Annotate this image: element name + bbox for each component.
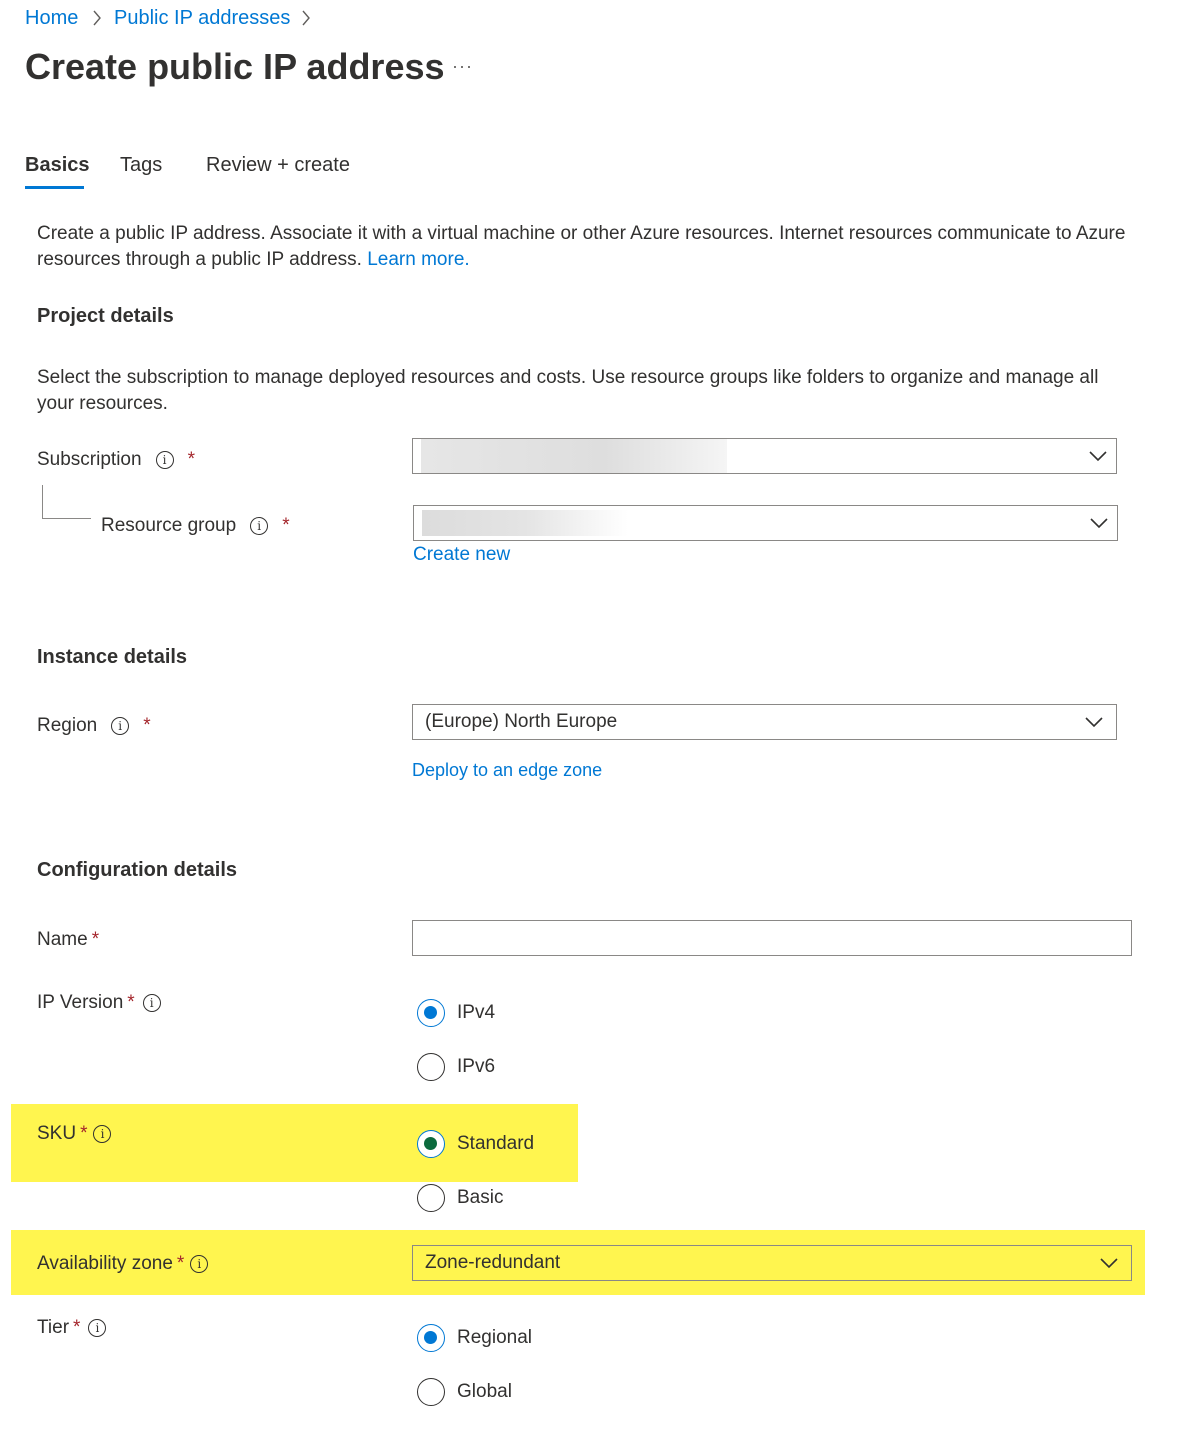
- page-title: Create public IP address: [25, 46, 445, 87]
- tier-global-label: Global: [457, 1381, 512, 1402]
- radio-checked-icon: [417, 999, 445, 1027]
- tier-regional-radio[interactable]: [417, 1324, 532, 1352]
- name-input[interactable]: [412, 920, 1132, 956]
- radio-unchecked-icon: [417, 1378, 445, 1406]
- resource-group-select[interactable]: [413, 505, 1118, 541]
- availability-zone-label-text: Availability zone: [37, 1253, 173, 1274]
- tier-label: [37, 1316, 106, 1340]
- info-icon[interactable]: i: [156, 451, 174, 469]
- resource-group-label-text: Resource group: [101, 515, 237, 536]
- region-select-value: (Europe) North Europe: [425, 711, 618, 732]
- instance-details-heading: Instance details: [37, 646, 188, 668]
- breadcrumb-public-ip-link[interactable]: Public IP addresses: [114, 7, 291, 29]
- info-icon[interactable]: i: [143, 994, 161, 1012]
- ip-version-ipv4-radio[interactable]: [417, 999, 495, 1027]
- required-asterisk: *: [282, 515, 290, 536]
- required-asterisk: *: [91, 929, 100, 950]
- info-icon[interactable]: i: [88, 1319, 106, 1337]
- redacted-subscription-value: [421, 439, 727, 473]
- sku-standard-label: Standard: [457, 1133, 535, 1154]
- tier-label-text: Tier: [37, 1317, 70, 1338]
- chevron-down-icon: [1099, 1257, 1119, 1269]
- active-tab-indicator: [25, 186, 84, 189]
- redacted-resource-group-value: [422, 510, 628, 536]
- availability-zone-select[interactable]: [412, 1245, 1132, 1281]
- radio-unchecked-icon: [417, 1053, 445, 1081]
- sku-basic-radio[interactable]: [417, 1184, 503, 1212]
- region-select[interactable]: [412, 704, 1117, 740]
- sku-label-text: SKU: [37, 1123, 77, 1144]
- radio-checked-icon: [417, 1130, 445, 1158]
- create-new-resource-group-link[interactable]: Create new: [413, 544, 511, 565]
- deploy-edge-zone-link[interactable]: Deploy to an edge zone: [412, 760, 603, 780]
- radio-unchecked-icon: [417, 1184, 445, 1212]
- chevron-down-icon: [1084, 716, 1104, 728]
- learn-more-link[interactable]: Learn more.: [367, 249, 470, 270]
- sku-label: [37, 1122, 111, 1146]
- chevron-down-icon: [1089, 517, 1109, 529]
- region-label-text: Region: [37, 715, 98, 736]
- info-icon[interactable]: i: [93, 1125, 111, 1143]
- ip-version-ipv6-radio[interactable]: [417, 1053, 495, 1081]
- subscription-label: [37, 448, 195, 472]
- availability-zone-label: [37, 1252, 208, 1276]
- info-icon[interactable]: i: [111, 717, 129, 735]
- tier-global-radio[interactable]: [417, 1378, 512, 1406]
- info-icon[interactable]: i: [250, 517, 268, 535]
- tree-connector: [42, 485, 91, 519]
- tab-review-create[interactable]: Review + create: [206, 154, 350, 176]
- region-label: [37, 714, 151, 738]
- chevron-right-icon: [92, 10, 102, 26]
- chevron-right-icon: [301, 10, 311, 26]
- info-icon[interactable]: i: [190, 1255, 208, 1273]
- required-asterisk: *: [80, 1123, 88, 1144]
- tab-basics[interactable]: Basics: [25, 154, 90, 176]
- subscription-select[interactable]: [412, 438, 1117, 474]
- required-asterisk: *: [143, 715, 151, 736]
- availability-zone-value: Zone-redundant: [425, 1252, 561, 1273]
- ip-version-label-text: IP Version: [37, 992, 124, 1013]
- configuration-details-heading: Configuration details: [37, 859, 237, 881]
- intro-text: Create a public IP address. Associate it with a virtual machine or other Azure resources. Internet resources communicate to Azure resources through a public IP address.: [37, 223, 1126, 270]
- chevron-down-icon: [1088, 450, 1108, 462]
- required-asterisk: *: [187, 449, 195, 470]
- ipv4-label: IPv4: [457, 1002, 496, 1023]
- required-asterisk: *: [73, 1317, 81, 1338]
- more-options-icon[interactable]: ···: [452, 56, 473, 76]
- ip-version-label: [37, 991, 161, 1015]
- name-label-text: Name: [37, 929, 88, 950]
- project-details-heading: Project details: [37, 305, 174, 327]
- sku-standard-radio[interactable]: [417, 1130, 534, 1158]
- required-asterisk: *: [127, 992, 135, 1013]
- breadcrumb-home-link[interactable]: Home: [25, 7, 79, 29]
- ipv6-label: IPv6: [457, 1056, 496, 1077]
- tab-tags[interactable]: Tags: [120, 154, 163, 176]
- intro-description: [37, 221, 1137, 273]
- subscription-label-text: Subscription: [37, 449, 142, 470]
- required-asterisk: *: [176, 1253, 185, 1274]
- resource-group-label: [101, 514, 290, 538]
- tier-regional-label: Regional: [457, 1327, 532, 1348]
- project-details-description: Select the subscription to manage deployed resources and costs. Use resource groups like folders to organize and manage all your resources.: [37, 367, 1099, 414]
- radio-checked-icon: [417, 1324, 445, 1352]
- name-label: [37, 928, 99, 952]
- sku-basic-label: Basic: [457, 1187, 504, 1208]
